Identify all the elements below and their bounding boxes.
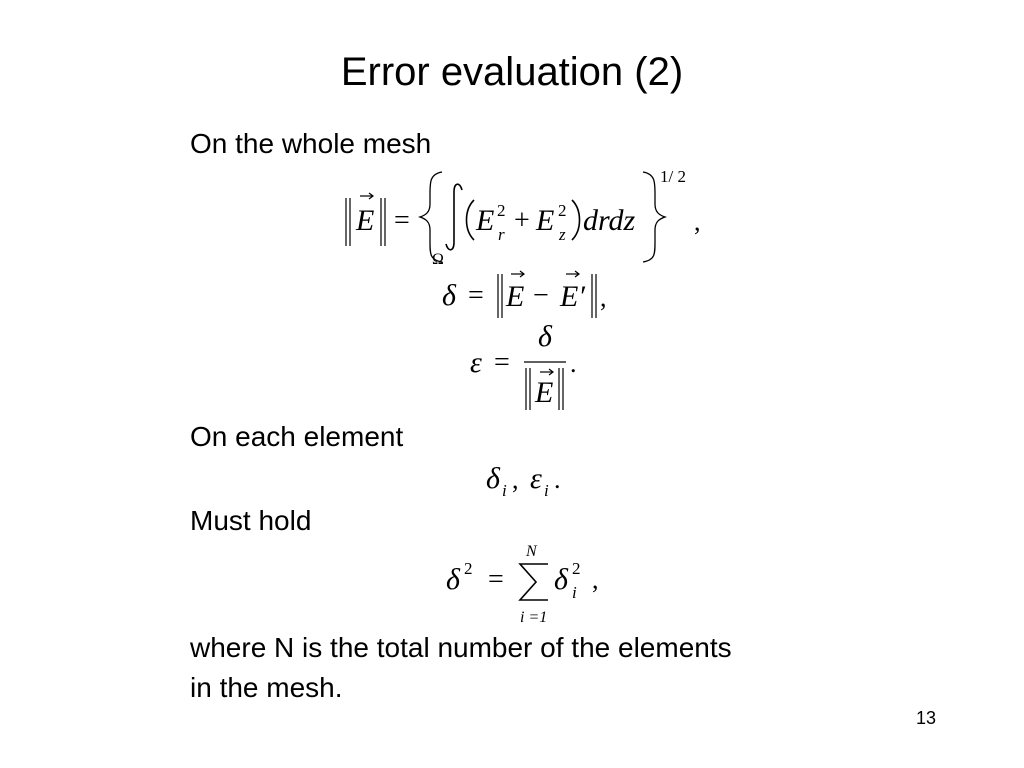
text-where-line2: in the mesh. [190, 672, 343, 703]
term2-sub: z [559, 225, 566, 244]
text-whole-mesh: On the whole mesh [190, 128, 432, 159]
term1-exp: 2 [497, 201, 506, 220]
per-element-comma: , [512, 465, 519, 494]
page-number: 13 [915, 708, 936, 728]
delta-term-a: E [506, 280, 525, 313]
sum-equals: = [488, 564, 504, 595]
term2-exp: 2 [558, 201, 567, 220]
per-element-period: . [554, 465, 561, 494]
epsilon-lhs: ε [470, 346, 482, 379]
integral-subscript: Ω [432, 251, 444, 268]
term2-base: E [536, 204, 555, 237]
slide-title: Error evaluation (2) [340, 50, 684, 94]
sum-lhs-exp: 2 [464, 559, 473, 578]
plus-sign: + [514, 205, 530, 236]
per-element-epsilon: ε [530, 462, 542, 495]
text-where-line1: where N is the total number of the elements [190, 632, 732, 663]
sum-comma: , [592, 565, 599, 594]
sum-rhs-exp: 2 [572, 559, 581, 578]
equation-norm-e [330, 160, 730, 270]
term1-base: E [476, 204, 495, 237]
text-each-element: On each element [190, 421, 404, 452]
term1-sub: r [498, 225, 505, 244]
sum-lower-limit: i =1 [520, 609, 548, 626]
per-element-delta-sub: i [502, 481, 507, 500]
norm-e-comma: , [694, 207, 701, 236]
outer-exponent: 1/ 2 [660, 167, 686, 186]
sum-rhs: δ [554, 563, 568, 596]
sum-upper-limit: N [526, 543, 537, 560]
per-element-epsilon-sub: i [544, 481, 549, 500]
delta-term-b: E′ [560, 280, 585, 313]
sum-lhs: δ [446, 563, 460, 596]
norm-e-lhs: E [356, 204, 375, 237]
equation-epsilon [466, 316, 596, 416]
delta-minus: − [533, 280, 549, 311]
delta-equals: = [468, 280, 484, 311]
equation-sum-rule [440, 540, 630, 630]
epsilon-equals: = [494, 347, 510, 378]
delta-lhs: δ [442, 279, 456, 312]
equation-per-element [482, 456, 592, 502]
differential: drdz [583, 204, 636, 237]
norm-e-equals: = [394, 205, 410, 236]
per-element-delta: δ [486, 462, 500, 495]
delta-comma: , [600, 283, 607, 312]
epsilon-numerator: δ [538, 320, 552, 353]
text-must-hold: Must hold [190, 505, 312, 536]
epsilon-period: . [570, 349, 577, 378]
sum-rhs-sub: i [572, 583, 577, 602]
epsilon-denominator: E [535, 376, 554, 409]
